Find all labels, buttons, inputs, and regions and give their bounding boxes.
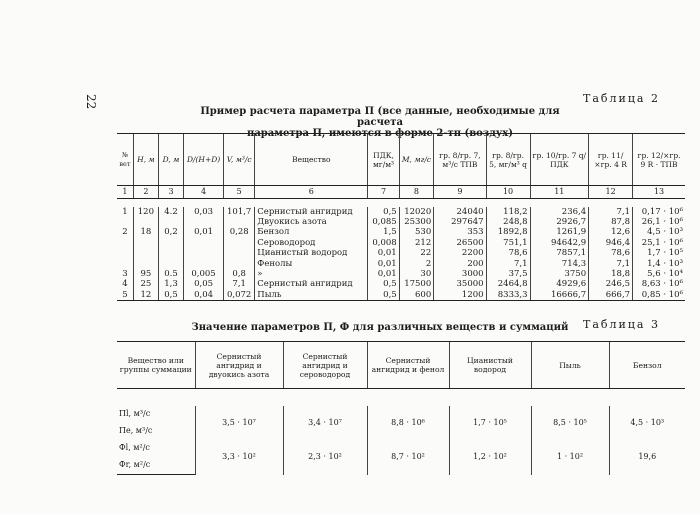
table-cell: Пыль [255,290,368,301]
table-cell [224,238,255,248]
table-cell: 530 [399,227,434,237]
table-cell [158,217,183,227]
table-row [117,259,685,269]
header-cell: Цианистый водород [449,342,531,389]
table-cell: 297647 [434,217,486,227]
table-cell: 4 [122,279,128,290]
table-cell: 0,005 [184,269,224,279]
f-value: 1,2 · 10² [449,440,531,475]
p-value: 3,4 · 10⁷ [283,406,367,440]
p-value: 3,5 · 10⁷ [195,406,283,440]
spacer-cell [117,389,685,407]
table-cell [158,248,183,258]
table-cell: 3750 [530,269,589,279]
table-cell: 1200 [434,290,486,301]
col-number: 7 [368,186,399,199]
table-cell [224,259,255,269]
table-cell: 0,01 [368,248,399,258]
table-cell: 0,5 [158,290,183,301]
table-body [117,207,685,301]
table-cell: 0.5 [158,269,183,279]
table-cell: 7,1 [589,207,633,217]
table-cell: 120 [133,207,158,217]
page-number: 22 [84,94,98,110]
col-number: 3 [158,186,183,199]
table-cell: 5,6 · 10⁴ [633,269,685,279]
table-cell: 4,5 · 10³ [633,227,685,237]
title-line-2: параметра П, имеются в форме 2-тп (воздух) [247,128,513,139]
table-cell: 18,8 [589,269,633,279]
table3-label: Таблица 3 [583,318,660,331]
col-number: 10 [486,186,530,199]
table-cell: 16666,7 [530,290,589,301]
table-row [117,406,685,423]
header-row [117,342,685,389]
table-cell: 0,5 [368,279,399,289]
table-cell: 2 [399,259,434,269]
table-cell: 0,01 [368,259,399,269]
table-cell: 0,01 [184,227,224,237]
p-value: 4,5 · 10³ [609,406,685,440]
table-row [117,207,685,217]
table-cell: 25 [133,279,158,289]
table-cell: 17500 [399,279,434,289]
table3-title: Значение параметров П, Ф для различных веществ и суммаций [191,322,569,333]
table-cell: Бензол [255,227,368,237]
table-cell: 1,3 [158,279,183,289]
table-cell: 78,6 [486,248,530,258]
table-cell: 0,17 · 10⁶ [633,207,685,217]
header-cell: H, м [133,134,158,186]
header-cell: гр. 11/×гр. 4 R [589,134,633,186]
table-cell [133,238,158,248]
table-cell [133,259,158,269]
table-row [117,269,685,279]
header-cell: ПДК, мг/м³ [368,134,399,186]
col-number: 1 [117,186,133,199]
f-value: 2,3 · 10² [283,440,367,475]
row-label-fl: Фl, м²/с [119,443,150,453]
table-cell: 200 [434,259,486,269]
f-value: 3,3 · 10² [195,440,283,475]
header-cell: Бензол [609,342,685,389]
table-cell: 7,1 [486,259,530,269]
table-cell: 2926,7 [530,217,589,227]
table-cell: 0,05 [184,279,224,289]
col-number: 4 [184,186,224,199]
title-line-1: Пример расчета параметра П (все данные, необходимые для расчета [200,106,560,128]
header-cell: M, мг/с [399,134,434,186]
table-cell: 118,2 [486,207,530,217]
table-cell [224,248,255,258]
table2-label: Таблица 2 [583,92,660,105]
table-cell: 0,28 [224,227,255,237]
table-cell: 4929,6 [530,279,589,289]
header-cell: гр. 8/гр. 5, мг/м³ q [486,134,530,186]
table-cell: 2464,8 [486,279,530,289]
table-cell: Фенолы [255,259,368,269]
table-cell: 95 [133,269,158,279]
table-cell: 3000 [434,269,486,279]
f-value: 19,6 [609,440,685,475]
table-cell: 12 [133,290,158,301]
table-cell: 101,7 [224,207,255,217]
header-cell: гр. 8/гр. 7, м³/с ТПВ [434,134,486,186]
table-row [117,440,685,457]
header-cell: гр. 12/×гр. 9 R · ТПВ [633,134,685,186]
table-cell: 946,4 [589,238,633,248]
header-cell: D, м [158,134,183,186]
col-number: 9 [434,186,486,199]
parameters-table [117,341,685,475]
table-cell [184,238,224,248]
table-row [117,227,685,237]
col-number: 11 [530,186,589,199]
table-cell: 0,085 [368,217,399,227]
row-label-pe: Пe, м³/с [119,426,153,436]
table-cell: 751,1 [486,238,530,248]
table-cell: 0,008 [368,238,399,248]
table-cell [133,248,158,258]
table-cell [117,248,133,258]
spacer-row [117,199,685,207]
table-cell [158,259,183,269]
table-cell: Сероводород [255,238,368,248]
header-cell: V, м³/с [224,134,255,186]
table-cell: » [255,269,368,279]
table-row [117,217,685,227]
p-value: 8,8 · 10⁶ [367,406,449,440]
table-row [117,238,685,248]
calculation-table [117,133,685,301]
table-cell: 353 [434,227,486,237]
table-cell: 18 [133,227,158,237]
table-cell: 12,6 [589,227,633,237]
header-cell: гр. 10/гр. 7 q/ПДК [530,134,589,186]
table-cell: 212 [399,238,434,248]
table-cell: 2200 [434,248,486,258]
spacer-cell [117,199,685,207]
header-row [117,134,685,186]
table-cell: 94642,9 [530,238,589,248]
table-cell: 3 [122,268,128,279]
header-cell: Сернистый ангидрид и фенол [367,342,449,389]
table-cell: 236,4 [530,207,589,217]
table-cell: 0,5 [368,290,399,301]
table-cell: Сернистый ангидрид [255,279,368,289]
table-cell: 1,7 · 10⁵ [633,248,685,258]
table-cell: 600 [399,290,434,301]
table-cell: 0,01 [368,269,399,279]
header-cell: Пыль [531,342,609,389]
table-cell: 4.2 [158,207,183,217]
table-cell [184,248,224,258]
col-number: 6 [255,186,368,199]
row-label-fr: Фr, м²/с [117,457,195,475]
row-label-pl: Пl, м³/с [119,409,151,419]
table-cell: 26500 [434,238,486,248]
table-cell: 0,85 · 10⁶ [633,290,685,301]
table-cell: Двуокись азота [255,217,368,227]
table-cell: 1 [122,206,128,217]
table-cell: 22 [399,248,434,258]
table-cell [117,217,133,227]
table-cell: 0,8 [224,269,255,279]
col-number: 5 [224,186,255,199]
header-cell: Сернистый ангидрид и сероводород [283,342,367,389]
table-cell: 1,5 [368,227,399,237]
table-cell: 26,1 · 10⁶ [633,217,685,227]
table-cell: 0,04 [184,290,224,301]
table-cell: 0,072 [224,290,255,301]
table-row [117,279,685,289]
table-cell: 666,7 [589,290,633,301]
header-cell: № вет [117,134,133,186]
spacer-row [117,389,685,407]
table-cell: 7,1 [224,279,255,289]
table-cell: 87,8 [589,217,633,227]
table-cell: 8333,3 [486,290,530,301]
col-number: 13 [633,186,685,199]
table-cell: 24040 [434,207,486,217]
table-cell: 30 [399,269,434,279]
table-cell [184,259,224,269]
col-number: 2 [133,186,158,199]
f-value: 1 · 10² [531,440,609,475]
table-cell: 78,6 [589,248,633,258]
table-row [117,290,685,301]
table-cell [184,217,224,227]
table-cell: 714,3 [530,259,589,269]
table-cell: 246,5 [589,279,633,289]
table-cell: 5 [117,290,133,301]
header-cell: Вещество или группы суммации [117,342,195,389]
table-cell [224,217,255,227]
column-number-row [117,186,685,199]
table-cell [117,238,133,248]
table-cell: 12020 [399,207,434,217]
table-cell: 248,8 [486,217,530,227]
table-cell: 35000 [434,279,486,289]
col-number: 8 [399,186,434,199]
table-cell [117,259,133,269]
table-cell: 0,03 [184,207,224,217]
col-number: 12 [589,186,633,199]
table-cell: 1261,9 [530,227,589,237]
p-value: 1,7 · 10⁵ [449,406,531,440]
table-cell: 8,63 · 10⁶ [633,279,685,289]
header-cell: Сернистый ангидрид и двуокись азота [195,342,283,389]
header-cell: D/(H+D) [184,134,224,186]
table-row [117,248,685,258]
table-cell: 25300 [399,217,434,227]
f-value: 8,7 · 10² [367,440,449,475]
table-cell: Цианистый водород [255,248,368,258]
table-cell: 1,4 · 10³ [633,259,685,269]
table-cell: 7857,1 [530,248,589,258]
p-value: 8,5 · 10⁵ [531,406,609,440]
table-cell: Сернистый ангидрид [255,207,368,217]
table-cell: 2 [122,227,128,238]
table-cell: 37,5 [486,269,530,279]
table-cell: 25,1 · 10⁶ [633,238,685,248]
header-cell: Вещество [255,134,368,186]
table-cell [133,217,158,227]
table-cell: 1892,8 [486,227,530,237]
table-cell [158,238,183,248]
table-cell: 0,2 [158,227,183,237]
table-cell: 7,1 [589,259,633,269]
table-cell: 0,5 [368,207,399,217]
